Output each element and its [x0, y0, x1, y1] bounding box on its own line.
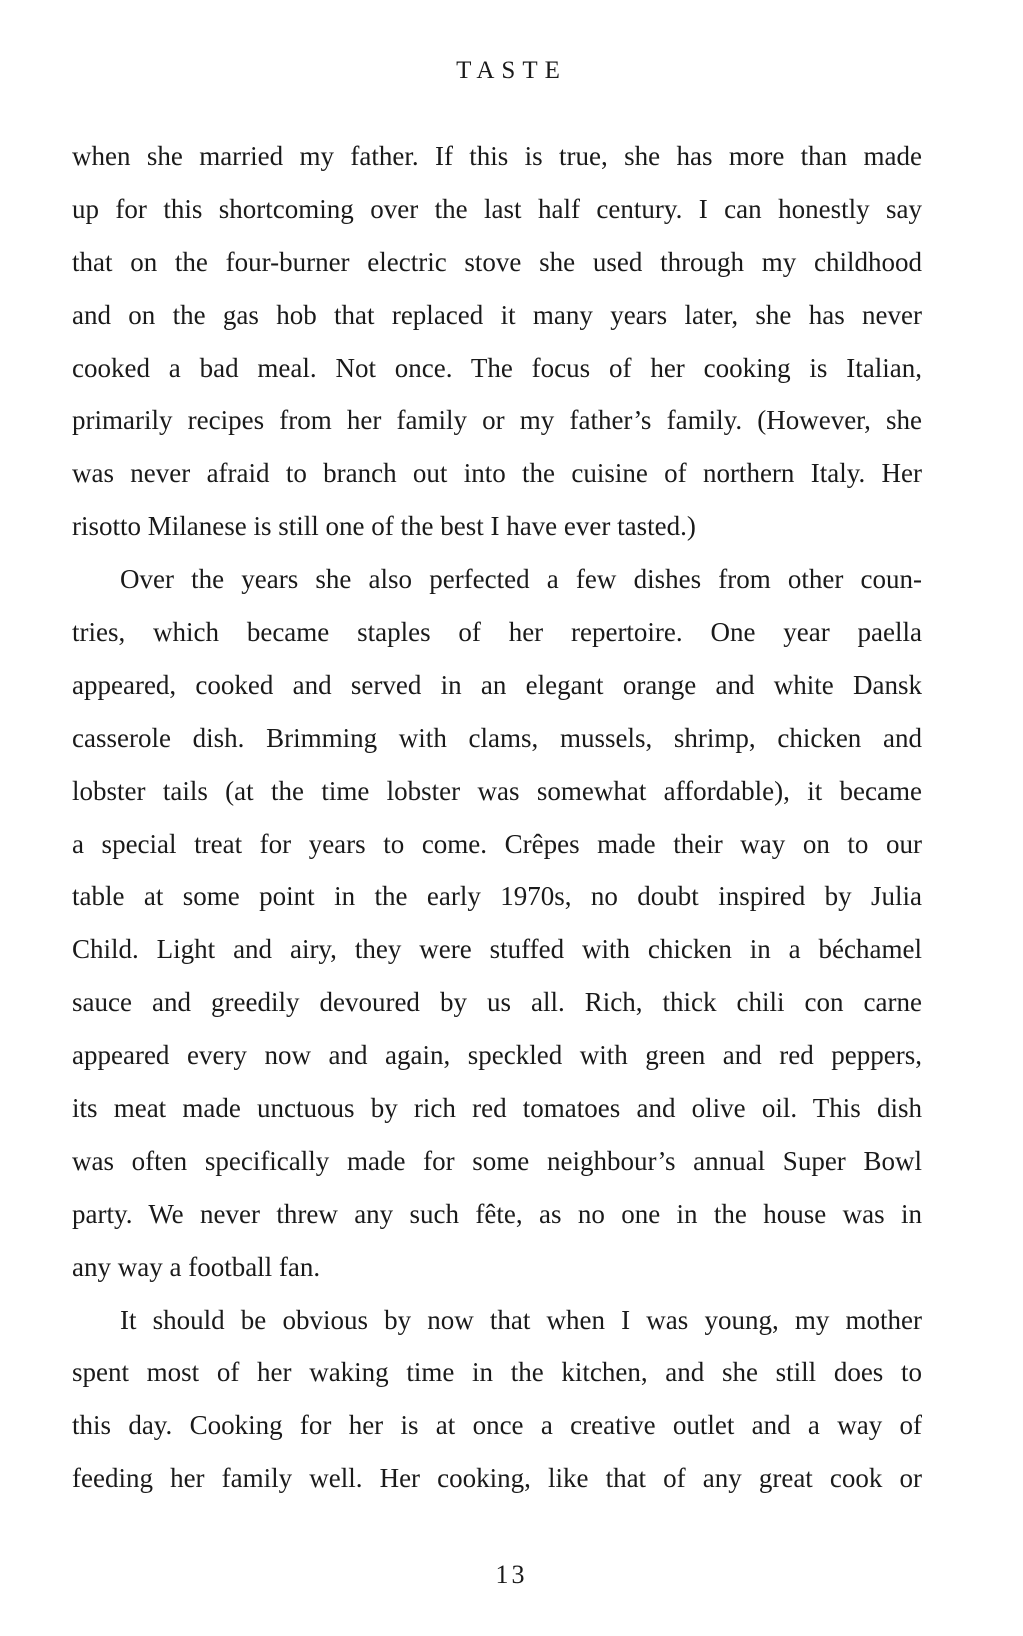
text-line: and on the gas hob that replaced it many years later, she has never — [72, 299, 922, 330]
text-line: was often specifically made for some neighbour’s annual Super Bowl — [72, 1145, 922, 1176]
text-line: Over the years she also perfected a few dishes from other coun- — [120, 564, 922, 595]
paragraph — [72, 1294, 922, 1506]
text-line: when she married my father. If this is true, she has more than made — [72, 141, 922, 171]
text-line: any way a football fan. — [72, 1251, 321, 1282]
text-line: primarily recipes from her family or my father’s family. (However, she — [72, 405, 922, 436]
text-line: appeared every now and again, speckled with green and red peppers, — [72, 1040, 922, 1071]
text-line: spent most of her waking time in the kitchen, and she still does to — [72, 1357, 922, 1388]
text-line: appeared, cooked and served in an elegant orange and white Dansk — [72, 669, 922, 700]
text-line: sauce and greedily devoured by us all. Rich, thick chili con carne — [72, 987, 922, 1018]
text-line: It should be obvious by now that when I was young, my mother — [120, 1304, 922, 1335]
text-line: Child. Light and airy, they were stuffed with chicken in a béchamel — [72, 934, 922, 965]
text-line: table at some point in the early 1970s, no doubt inspired by Julia — [72, 881, 922, 912]
text-line: risotto Milanese is still one of the best I have ever tasted.) — [72, 511, 696, 542]
text-line: feeding her family well. Her cooking, like that of any great cook or — [72, 1463, 922, 1494]
body-text — [72, 130, 922, 1505]
text-line: a special treat for years to come. Crêpes made their way on to our — [72, 828, 922, 859]
text-line: cooked a bad meal. Not once. The focus of her cooking is Italian, — [72, 352, 922, 383]
text-line: its meat made unctuous by rich red tomatoes and olive oil. This dish — [72, 1093, 922, 1124]
text-line: party. We never threw any such fête, as no one in the house was in — [72, 1198, 922, 1229]
text-line: up for this shortcoming over the last half century. I can honestly say — [72, 193, 922, 224]
text-line: that on the four-burner electric stove she used through my childhood — [72, 246, 922, 277]
page-number: 13 — [495, 1560, 528, 1589]
text-line: was never afraid to branch out into the cuisine of northern Italy. Her — [72, 458, 922, 489]
paragraph — [72, 553, 922, 1293]
text-line: lobster tails (at the time lobster was somewhat affordable), it became — [72, 775, 922, 806]
paragraph — [72, 130, 922, 553]
running-head: TASTE — [456, 57, 567, 84]
text-line: casserole dish. Brimming with clams, mussels, shrimp, chicken and — [72, 722, 922, 753]
text-line: tries, which became staples of her repertoire. One year paella — [72, 617, 922, 648]
text-line: this day. Cooking for her is at once a creative outlet and a way of — [72, 1410, 922, 1441]
